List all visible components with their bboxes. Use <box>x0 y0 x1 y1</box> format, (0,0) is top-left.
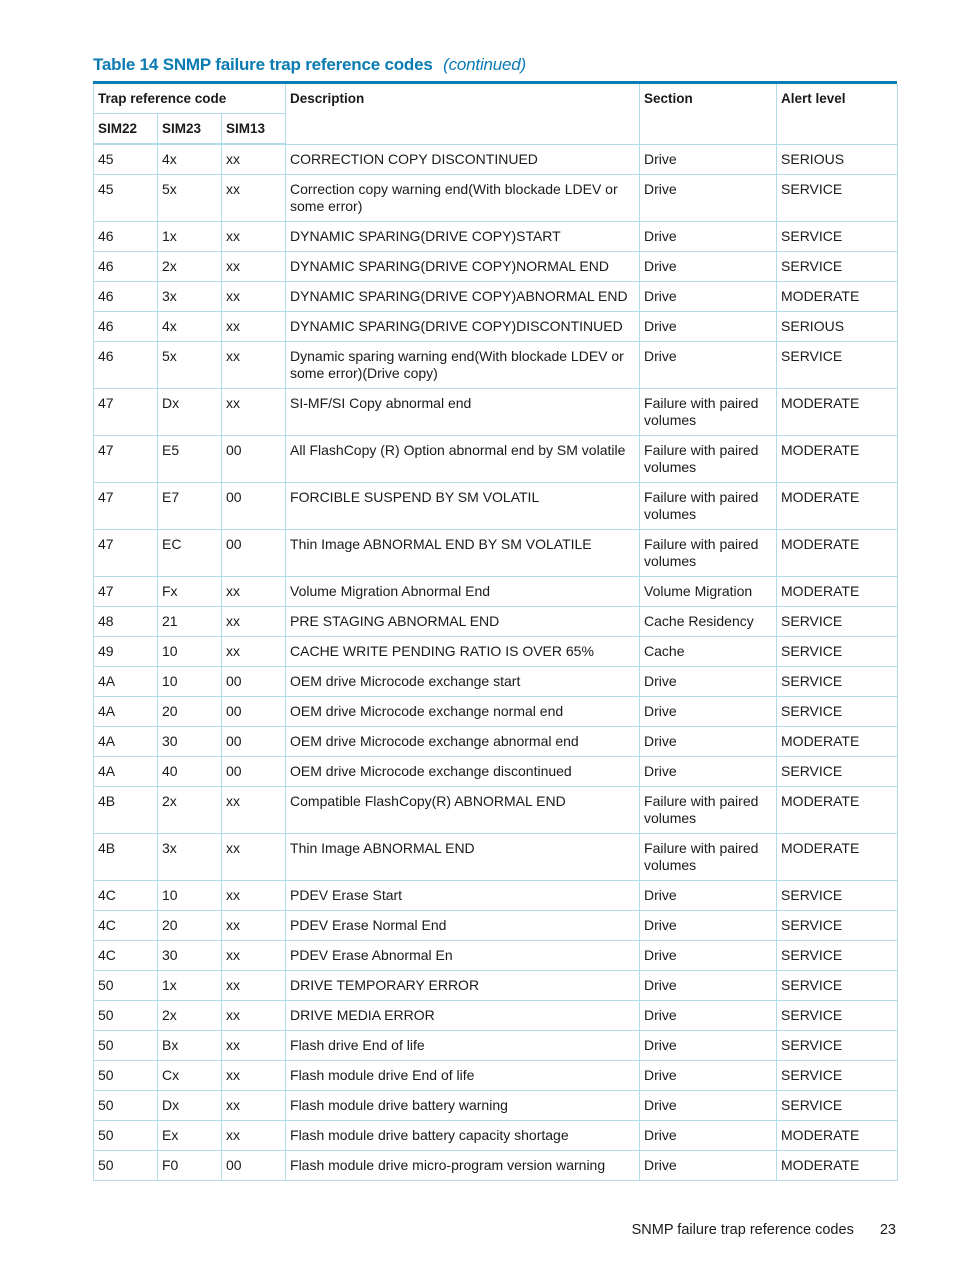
cell-sim23: 40 <box>158 757 222 787</box>
cell-section: Drive <box>640 941 777 971</box>
cell-alert-level: MODERATE <box>777 389 898 436</box>
cell-description: Flash module drive battery warning <box>286 1091 640 1121</box>
table-row <box>94 389 898 436</box>
header-sim23: SIM23 <box>158 114 222 145</box>
cell-alert-level: MODERATE <box>777 787 898 834</box>
table-title: Table 14 SNMP failure trap reference codes <box>93 55 433 74</box>
cell-sim23: Ex <box>158 1121 222 1151</box>
cell-description: SI-MF/SI Copy abnormal end <box>286 389 640 436</box>
cell-alert-level: SERVICE <box>777 252 898 282</box>
cell-alert-level: SERVICE <box>777 757 898 787</box>
table-row <box>94 911 898 941</box>
table-row <box>94 667 898 697</box>
cell-sim22: 49 <box>94 637 158 667</box>
cell-sim13: xx <box>222 1091 286 1121</box>
table-row <box>94 483 898 530</box>
cell-sim13: xx <box>222 1001 286 1031</box>
cell-sim23: 2x <box>158 787 222 834</box>
cell-alert-level: SERVICE <box>777 607 898 637</box>
cell-description: PDEV Erase Start <box>286 881 640 911</box>
header-row-1 <box>94 84 898 114</box>
cell-sim22: 46 <box>94 282 158 312</box>
cell-section: Failure with paired volumes <box>640 530 777 577</box>
cell-sim13: xx <box>222 1031 286 1061</box>
table-caption <box>93 55 526 75</box>
cell-sim13: xx <box>222 1121 286 1151</box>
cell-sim23: 5x <box>158 342 222 389</box>
cell-sim23: E5 <box>158 436 222 483</box>
cell-section: Drive <box>640 144 777 175</box>
cell-description: DYNAMIC SPARING(DRIVE COPY)ABNORMAL END <box>286 282 640 312</box>
cell-section: Drive <box>640 175 777 222</box>
table-row <box>94 757 898 787</box>
cell-sim23: 20 <box>158 697 222 727</box>
table-row <box>94 1031 898 1061</box>
cell-description: Flash module drive micro-program version warning <box>286 1151 640 1181</box>
cell-section: Drive <box>640 667 777 697</box>
cell-section: Volume Migration <box>640 577 777 607</box>
cell-sim22: 4C <box>94 911 158 941</box>
cell-section: Drive <box>640 881 777 911</box>
cell-section: Failure with paired volumes <box>640 389 777 436</box>
cell-description: DRIVE MEDIA ERROR <box>286 1001 640 1031</box>
table-row <box>94 727 898 757</box>
cell-alert-level: SERVICE <box>777 637 898 667</box>
cell-alert-level: MODERATE <box>777 436 898 483</box>
table-row <box>94 436 898 483</box>
cell-description: Flash module drive battery capacity shortage <box>286 1121 640 1151</box>
cell-sim23: 10 <box>158 637 222 667</box>
cell-sim22: 46 <box>94 342 158 389</box>
table-row <box>94 607 898 637</box>
cell-description: Flash drive End of life <box>286 1031 640 1061</box>
cell-description: Correction copy warning end(With blockade LDEV or some error) <box>286 175 640 222</box>
cell-section: Drive <box>640 312 777 342</box>
cell-sim13: xx <box>222 577 286 607</box>
cell-alert-level: MODERATE <box>777 1121 898 1151</box>
cell-sim13: 00 <box>222 436 286 483</box>
cell-alert-level: SERVICE <box>777 971 898 1001</box>
table-row <box>94 881 898 911</box>
cell-sim13: xx <box>222 881 286 911</box>
cell-sim13: xx <box>222 911 286 941</box>
cell-alert-level: SERVICE <box>777 1001 898 1031</box>
cell-section: Drive <box>640 1091 777 1121</box>
cell-sim23: EC <box>158 530 222 577</box>
cell-description: FORCIBLE SUSPEND BY SM VOLATIL <box>286 483 640 530</box>
cell-alert-level: SERVICE <box>777 881 898 911</box>
table-header <box>94 84 898 144</box>
cell-description: DRIVE TEMPORARY ERROR <box>286 971 640 1001</box>
cell-section: Drive <box>640 1151 777 1181</box>
cell-sim23: F0 <box>158 1151 222 1181</box>
cell-sim22: 47 <box>94 389 158 436</box>
table-row <box>94 1061 898 1091</box>
table-row <box>94 222 898 252</box>
cell-sim13: xx <box>222 971 286 1001</box>
cell-section: Drive <box>640 1121 777 1151</box>
cell-sim22: 50 <box>94 1121 158 1151</box>
cell-description: CORRECTION COPY DISCONTINUED <box>286 144 640 175</box>
cell-description: DYNAMIC SPARING(DRIVE COPY)START <box>286 222 640 252</box>
cell-alert-level: SERVICE <box>777 697 898 727</box>
cell-description: PDEV Erase Normal End <box>286 911 640 941</box>
cell-sim22: 50 <box>94 1091 158 1121</box>
cell-section: Drive <box>640 222 777 252</box>
header-trap-reference-code: Trap reference code <box>94 84 286 114</box>
table-row <box>94 282 898 312</box>
footer-section-title: SNMP failure trap reference codes <box>631 1222 854 1238</box>
cell-description: OEM drive Microcode exchange abnormal end <box>286 727 640 757</box>
cell-sim22: 47 <box>94 483 158 530</box>
cell-sim22: 4A <box>94 667 158 697</box>
cell-sim22: 4B <box>94 834 158 881</box>
table-continued-label: (continued) <box>443 55 527 74</box>
table-row <box>94 1121 898 1151</box>
cell-sim13: xx <box>222 175 286 222</box>
cell-section: Drive <box>640 697 777 727</box>
table-row <box>94 577 898 607</box>
cell-description: CACHE WRITE PENDING RATIO IS OVER 65% <box>286 637 640 667</box>
table-row <box>94 144 898 175</box>
cell-section: Failure with paired volumes <box>640 787 777 834</box>
cell-section: Drive <box>640 1061 777 1091</box>
cell-sim13: xx <box>222 312 286 342</box>
cell-sim22: 45 <box>94 144 158 175</box>
cell-alert-level: SERVICE <box>777 1061 898 1091</box>
cell-sim22: 47 <box>94 577 158 607</box>
cell-description: OEM drive Microcode exchange normal end <box>286 697 640 727</box>
cell-alert-level: SERVICE <box>777 667 898 697</box>
header-section: Section <box>640 84 777 144</box>
cell-sim13: xx <box>222 282 286 312</box>
cell-description: Volume Migration Abnormal End <box>286 577 640 607</box>
cell-sim22: 4A <box>94 757 158 787</box>
cell-sim22: 4C <box>94 881 158 911</box>
table-row <box>94 175 898 222</box>
cell-section: Cache <box>640 637 777 667</box>
cell-sim22: 50 <box>94 1001 158 1031</box>
page-footer <box>632 1222 896 1238</box>
cell-sim13: 00 <box>222 1151 286 1181</box>
table-row <box>94 971 898 1001</box>
cell-sim23: 10 <box>158 667 222 697</box>
cell-alert-level: MODERATE <box>777 834 898 881</box>
cell-alert-level: SERVICE <box>777 941 898 971</box>
table-row <box>94 941 898 971</box>
cell-alert-level: SERIOUS <box>777 312 898 342</box>
header-sim22: SIM22 <box>94 114 158 145</box>
cell-description: PRE STAGING ABNORMAL END <box>286 607 640 637</box>
cell-section: Failure with paired volumes <box>640 436 777 483</box>
cell-sim23: 1x <box>158 222 222 252</box>
cell-sim23: 30 <box>158 941 222 971</box>
cell-sim13: xx <box>222 607 286 637</box>
cell-sim13: xx <box>222 1061 286 1091</box>
cell-description: OEM drive Microcode exchange discontinued <box>286 757 640 787</box>
cell-sim22: 50 <box>94 1031 158 1061</box>
cell-alert-level: SERVICE <box>777 222 898 252</box>
cell-section: Drive <box>640 971 777 1001</box>
table-row <box>94 834 898 881</box>
cell-description: Flash module drive End of life <box>286 1061 640 1091</box>
cell-alert-level: SERVICE <box>777 342 898 389</box>
cell-sim22: 46 <box>94 222 158 252</box>
cell-sim22: 50 <box>94 971 158 1001</box>
header-description: Description <box>286 84 640 144</box>
cell-sim23: 4x <box>158 144 222 175</box>
cell-section: Failure with paired volumes <box>640 483 777 530</box>
cell-sim22: 4A <box>94 727 158 757</box>
cell-section: Drive <box>640 1001 777 1031</box>
cell-alert-level: MODERATE <box>777 1151 898 1181</box>
cell-sim13: 00 <box>222 530 286 577</box>
table-row <box>94 312 898 342</box>
cell-section: Drive <box>640 342 777 389</box>
cell-alert-level: SERVICE <box>777 1031 898 1061</box>
header-sim13: SIM13 <box>222 114 286 145</box>
cell-section: Drive <box>640 1031 777 1061</box>
cell-description: OEM drive Microcode exchange start <box>286 667 640 697</box>
cell-sim13: xx <box>222 342 286 389</box>
cell-sim13: xx <box>222 252 286 282</box>
cell-alert-level: SERVICE <box>777 175 898 222</box>
cell-sim22: 4B <box>94 787 158 834</box>
cell-sim23: 2x <box>158 252 222 282</box>
cell-sim23: 3x <box>158 834 222 881</box>
cell-description: Compatible FlashCopy(R) ABNORMAL END <box>286 787 640 834</box>
table-row <box>94 1091 898 1121</box>
cell-sim13: xx <box>222 637 286 667</box>
cell-sim22: 46 <box>94 252 158 282</box>
cell-sim13: xx <box>222 144 286 175</box>
cell-sim22: 47 <box>94 436 158 483</box>
table-row <box>94 787 898 834</box>
table-row <box>94 252 898 282</box>
cell-sim23: Fx <box>158 577 222 607</box>
cell-sim23: 3x <box>158 282 222 312</box>
table-body <box>94 144 898 1181</box>
cell-section: Failure with paired volumes <box>640 834 777 881</box>
cell-sim23: 2x <box>158 1001 222 1031</box>
cell-description: Thin Image ABNORMAL END <box>286 834 640 881</box>
table-row <box>94 342 898 389</box>
cell-sim13: xx <box>222 389 286 436</box>
cell-description: Dynamic sparing warning end(With blockade LDEV or some error)(Drive copy) <box>286 342 640 389</box>
cell-sim13: 00 <box>222 483 286 530</box>
cell-sim22: 48 <box>94 607 158 637</box>
page-number: 23 <box>879 1222 896 1238</box>
cell-sim23: 20 <box>158 911 222 941</box>
cell-sim23: 5x <box>158 175 222 222</box>
cell-description: DYNAMIC SPARING(DRIVE COPY)DISCONTINUED <box>286 312 640 342</box>
cell-sim23: 30 <box>158 727 222 757</box>
cell-alert-level: MODERATE <box>777 577 898 607</box>
cell-sim13: xx <box>222 941 286 971</box>
cell-section: Cache Residency <box>640 607 777 637</box>
cell-sim22: 46 <box>94 312 158 342</box>
header-alert-level: Alert level <box>777 84 898 144</box>
cell-alert-level: MODERATE <box>777 727 898 757</box>
cell-sim13: 00 <box>222 667 286 697</box>
cell-sim23: 10 <box>158 881 222 911</box>
cell-section: Drive <box>640 282 777 312</box>
cell-sim23: 4x <box>158 312 222 342</box>
cell-sim13: 00 <box>222 697 286 727</box>
cell-sim22: 50 <box>94 1061 158 1091</box>
cell-sim23: Cx <box>158 1061 222 1091</box>
cell-alert-level: MODERATE <box>777 483 898 530</box>
cell-section: Drive <box>640 252 777 282</box>
cell-alert-level: SERVICE <box>777 1091 898 1121</box>
cell-description: PDEV Erase Abnormal En <box>286 941 640 971</box>
cell-sim22: 4A <box>94 697 158 727</box>
cell-alert-level: MODERATE <box>777 282 898 312</box>
cell-alert-level: SERIOUS <box>777 144 898 175</box>
table-row <box>94 1151 898 1181</box>
cell-sim13: 00 <box>222 757 286 787</box>
cell-sim23: Dx <box>158 389 222 436</box>
cell-description: DYNAMIC SPARING(DRIVE COPY)NORMAL END <box>286 252 640 282</box>
table-row <box>94 1001 898 1031</box>
cell-description: Thin Image ABNORMAL END BY SM VOLATILE <box>286 530 640 577</box>
cell-sim13: xx <box>222 834 286 881</box>
table-row <box>94 637 898 667</box>
cell-sim23: 1x <box>158 971 222 1001</box>
cell-sim22: 45 <box>94 175 158 222</box>
cell-sim22: 50 <box>94 1151 158 1181</box>
cell-sim13: xx <box>222 787 286 834</box>
cell-sim22: 47 <box>94 530 158 577</box>
cell-sim13: 00 <box>222 727 286 757</box>
cell-alert-level: SERVICE <box>777 911 898 941</box>
table-row <box>94 530 898 577</box>
cell-sim23: Dx <box>158 1091 222 1121</box>
cell-description: All FlashCopy (R) Option abnormal end by SM volatile <box>286 436 640 483</box>
cell-alert-level: MODERATE <box>777 530 898 577</box>
cell-sim23: E7 <box>158 483 222 530</box>
cell-sim22: 4C <box>94 941 158 971</box>
cell-section: Drive <box>640 727 777 757</box>
trap-reference-table <box>93 84 898 1181</box>
cell-sim23: Bx <box>158 1031 222 1061</box>
cell-section: Drive <box>640 911 777 941</box>
cell-sim13: xx <box>222 222 286 252</box>
table-row <box>94 697 898 727</box>
cell-sim23: 21 <box>158 607 222 637</box>
cell-section: Drive <box>640 757 777 787</box>
